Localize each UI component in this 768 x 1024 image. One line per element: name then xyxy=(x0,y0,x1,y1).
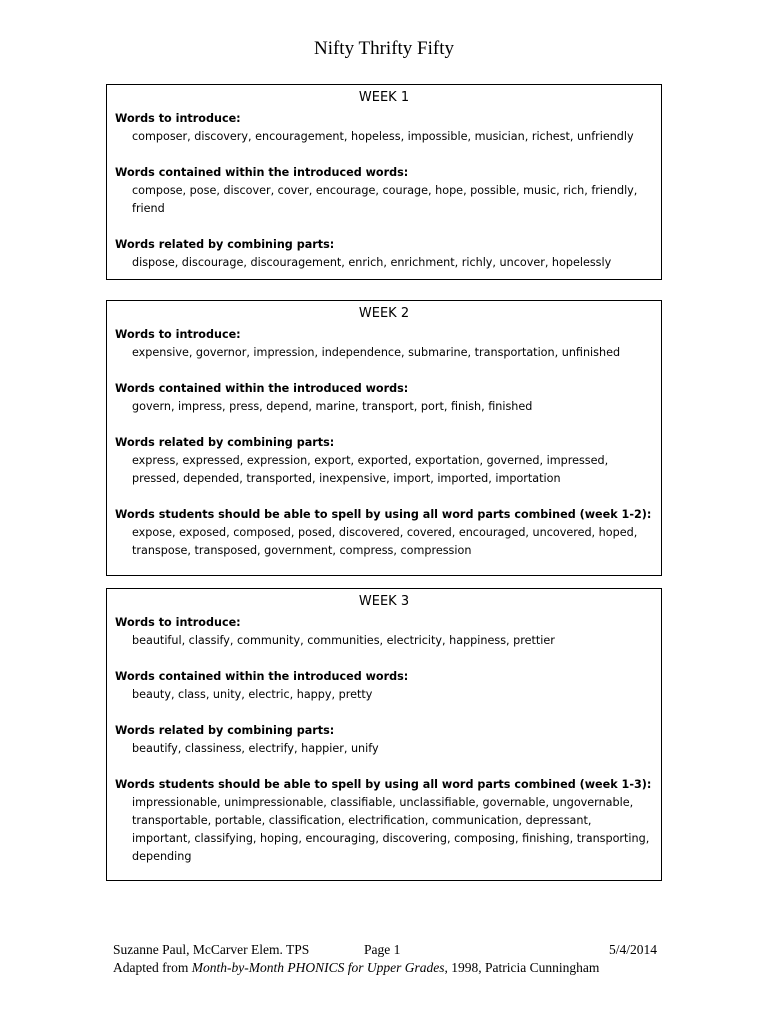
footer-adapted-prefix: Adapted from xyxy=(113,960,192,975)
section-words: compose, pose, discover, cover, encourage, courage, hope, possible, music, rich, friendly, friend xyxy=(132,184,638,215)
section-words: expose, exposed, composed, posed, discovered, covered, encouraged, uncovered, hoped, transpose, transposed, government, compress, compression xyxy=(132,526,638,557)
section-contained-words xyxy=(115,668,653,704)
week-1-box xyxy=(106,84,662,280)
section-contained-words xyxy=(115,164,653,218)
footer-author: Suzanne Paul, McCarver Elem. TPS xyxy=(113,942,310,957)
section-heading: Words to introduce: xyxy=(115,328,241,341)
footer-adapted-from xyxy=(113,960,657,976)
section-spell-words xyxy=(115,776,653,866)
section-heading: Words related by combining parts: xyxy=(115,724,335,737)
section-heading: Words students should be able to spell by using all word parts combined (week 1-2): xyxy=(115,508,652,521)
page-title: Nifty Thrifty Fifty xyxy=(313,38,455,59)
section-contained-words xyxy=(115,380,653,416)
section-words: express, expressed, expression, export, exported, exportation, governed, impressed, pressed, depended, transported, inexpensive, import, imported, importation xyxy=(132,454,609,485)
section-heading: Words to introduce: xyxy=(115,616,241,629)
section-heading: Words contained within the introduced words: xyxy=(115,670,409,683)
section-related-words xyxy=(115,236,653,272)
footer-adapted-suffix: , 1998, Patricia Cunningham xyxy=(444,960,600,975)
section-heading: Words to introduce: xyxy=(115,112,241,125)
section-spell-words xyxy=(115,506,653,560)
section-related-words xyxy=(115,722,653,758)
section-related-words xyxy=(115,434,653,488)
section-words-to-introduce xyxy=(115,110,653,146)
week-title: WEEK 3 xyxy=(358,594,410,609)
section-heading: Words contained within the introduced words: xyxy=(115,166,409,179)
section-words-to-introduce xyxy=(115,614,653,650)
week-3-box xyxy=(106,588,662,881)
footer-date: 5/4/2014 xyxy=(608,942,657,957)
section-words: beauty, class, unity, electric, happy, pretty xyxy=(132,688,373,701)
footer-book-title: Month-by-Month PHONICS for Upper Grades xyxy=(191,960,445,975)
section-words: composer, discovery, encouragement, hopeless, impossible, musician, richest, unfriendly xyxy=(132,130,634,143)
week-title: WEEK 2 xyxy=(358,306,410,321)
week-title: WEEK 1 xyxy=(358,90,410,105)
section-words: beautiful, classify, community, communities, electricity, happiness, prettier xyxy=(132,634,555,647)
section-heading: Words students should be able to spell by using all word parts combined (week 1-3): xyxy=(115,778,652,791)
week-2-box xyxy=(106,300,662,576)
section-heading: Words contained within the introduced words: xyxy=(115,382,409,395)
section-words: expensive, governor, impression, independence, submarine, transportation, unfinished xyxy=(132,346,621,359)
section-heading: Words related by combining parts: xyxy=(115,238,335,251)
footer-page-number: Page 1 xyxy=(364,942,401,957)
section-words-to-introduce xyxy=(115,326,653,362)
section-words: govern, impress, press, depend, marine, transport, port, finish, finished xyxy=(132,400,533,413)
section-heading: Words related by combining parts: xyxy=(115,436,335,449)
section-words: dispose, discourage, discouragement, enrich, enrichment, richly, uncover, hopelessly xyxy=(132,256,612,269)
section-words: beautify, classiness, electrify, happier, unify xyxy=(132,742,379,755)
section-words: impressionable, unimpressionable, classifiable, unclassifiable, governable, ungovernable, transportable, portable, classification, electrification, communication, depressant, important, classifying, hoping, encouraging, discovering, composing, finishing, transporting, depending xyxy=(132,796,650,863)
